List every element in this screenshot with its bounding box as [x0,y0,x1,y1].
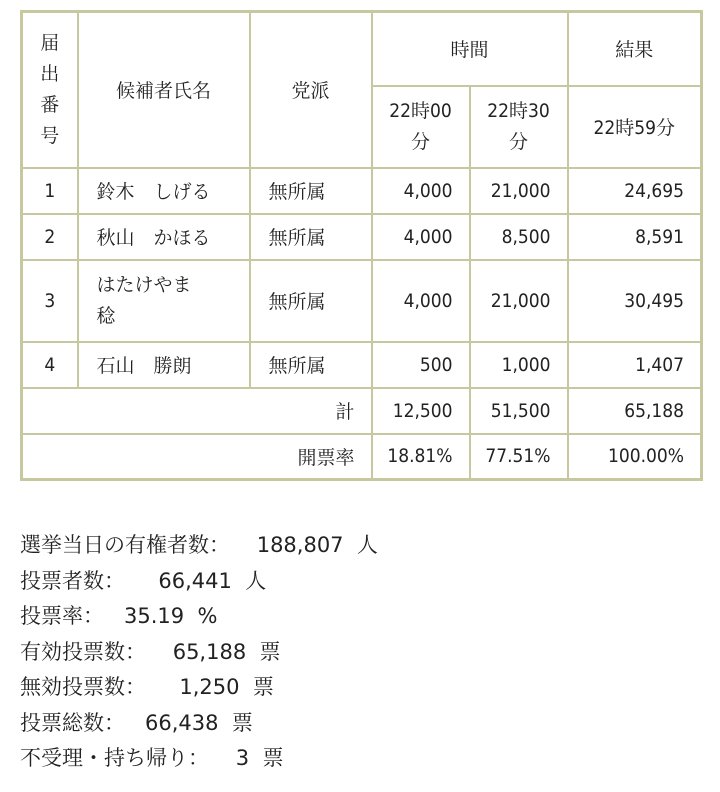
election-summary [20,528,378,777]
rate-2200: 18.81% [372,434,470,480]
votes-2230: 1,000 [470,342,568,388]
header-result: 結果 [568,12,702,86]
voters-unit: 人 [245,568,267,593]
invalid-votes-label: 無効投票数： [20,675,146,699]
header-candidate-name: 候補者氏名 [78,12,250,168]
header-time: 時間 [372,12,568,86]
turnout-value: 35.19 [124,604,185,628]
votes-result: 30,495 [568,260,702,342]
election-results-table [20,10,703,481]
eligible-voters-line [20,528,378,564]
total-2230: 51,500 [470,388,568,434]
eligible-voters-label: 選挙当日の有権者数： [20,533,230,557]
candidate-name: 秋山 かほる [78,214,250,260]
table-row [22,168,702,214]
valid-votes-line [20,635,378,671]
candidate-name: はたけやま 稔 [78,260,250,342]
invalid-votes-value: 1,250 [179,675,240,699]
votes-result: 24,695 [568,168,702,214]
candidate-name: 石山 勝朗 [78,342,250,388]
turnout-unit: % [197,604,218,628]
votes-2200: 4,000 [372,214,470,260]
rate-result: 100.00% [568,434,702,480]
total-votes-value: 66,438 [145,710,219,735]
header-party: 党派 [250,12,372,168]
taken-home-unit: 票 [262,746,284,770]
taken-home-label: 不受理・持ち帰り： [20,746,209,770]
invalid-votes-line [20,670,378,706]
header-time-2200: 22時00 分 [372,86,470,168]
invalid-votes-unit: 票 [252,675,274,699]
table-row [22,260,702,342]
votes-2200: 4,000 [372,260,470,342]
party: 無所属 [250,214,372,260]
total-result: 65,188 [568,388,702,434]
rate-2230: 77.51% [470,434,568,480]
votes-2230: 8,500 [470,214,568,260]
votes-result: 8,591 [568,214,702,260]
taken-home-value: 3 [235,746,250,770]
party: 無所属 [250,168,372,214]
total-votes-label: 投票総数： [20,710,125,735]
voters-label: 投票者数： [20,568,125,593]
taken-home-line [20,741,378,777]
votes-2200: 4,000 [372,168,470,214]
eligible-voters-unit: 人 [356,533,378,557]
table-row [22,214,702,260]
party: 無所属 [250,260,372,342]
row-number: 1 [22,168,78,214]
valid-votes-value: 65,188 [172,639,247,664]
table-row [22,342,702,388]
votes-2230: 21,000 [470,260,568,342]
total-row [22,388,702,434]
row-number: 3 [22,260,78,342]
row-number: 4 [22,342,78,388]
header-time-2230: 22時30 分 [470,86,568,168]
total-label: 計 [22,388,372,434]
voters-value: 66,441 [158,568,232,593]
header-number: 届 出 番 号 [22,12,78,168]
counting-rate-label: 開票率 [22,434,372,480]
votes-2200: 500 [372,342,470,388]
valid-votes-label: 有効投票数： [20,639,146,664]
total-votes-unit: 票 [231,710,253,735]
turnout-label: 投票率： [20,604,104,628]
total-votes-line [20,706,378,742]
counting-rate-row [22,434,702,480]
total-2200: 12,500 [372,388,470,434]
header-time-2259: 22時59分 [568,86,702,168]
row-number: 2 [22,214,78,260]
turnout-line [20,599,378,635]
eligible-voters-value: 188,807 [256,533,344,557]
votes-2230: 21,000 [470,168,568,214]
votes-result: 1,407 [568,342,702,388]
party: 無所属 [250,342,372,388]
valid-votes-unit: 票 [259,639,281,664]
voters-line [20,564,378,600]
candidate-name: 鈴木 しげる [78,168,250,214]
